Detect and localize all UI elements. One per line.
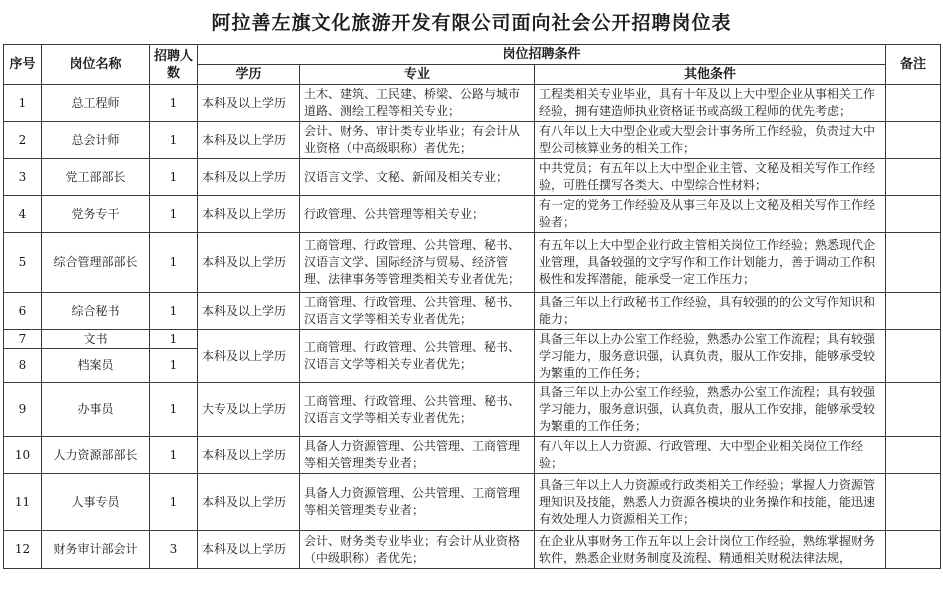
cell-seq: 11 (4, 474, 42, 531)
cell-position: 党务专干 (42, 196, 150, 233)
cell-other: 具备三年以上办公室工作经验，熟悉办公室工作流程；具有较强学习能力，服务意识强，认真负责，服从工作安排，能够承受较为繁重的工作任务； (535, 383, 886, 437)
cell-position: 文书 (42, 330, 150, 349)
cell-seq: 10 (4, 437, 42, 474)
table-row (4, 474, 941, 531)
cell-major: 工商管理、行政管理、公共管理、秘书、汉语言文学等相关专业者优先； (300, 293, 535, 330)
cell-position: 综合管理部部长 (42, 233, 150, 293)
cell-major: 汉语言文学、文秘、新闻及相关专业； (300, 159, 535, 196)
cell-seq: 9 (4, 383, 42, 437)
cell-other: 具备三年以上人力资源或行政类相关工作经验；掌握人力资源管理知识及技能，熟悉人力资源各模块的业务操作和技能，能迅速有效处理人力资源相关工作； (535, 474, 886, 531)
cell-remark (886, 159, 941, 196)
cell-education: 本科及以上学历 (198, 437, 300, 474)
cell-count: 1 (150, 330, 198, 349)
cell-remark (886, 437, 941, 474)
cell-remark (886, 196, 941, 233)
cell-education: 本科及以上学历 (198, 196, 300, 233)
cell-other: 在企业从事财务工作五年以上会计岗位工作经验，熟练掌握财务软件，熟悉企业财务制度及流程、精通相关财税法律法规， (535, 531, 886, 569)
table-row (4, 233, 941, 293)
cell-position: 总工程师 (42, 85, 150, 122)
cell-education: 本科及以上学历 (198, 85, 300, 122)
header-other: 其他条件 (535, 65, 886, 85)
cell-count: 1 (150, 349, 198, 383)
cell-major: 行政管理、公共管理等相关专业； (300, 196, 535, 233)
cell-education: 本科及以上学历 (198, 233, 300, 293)
cell-other: 中共党员；有五年以上大中型企业主管、文秘及相关写作工作经验，可胜任撰写各类大、中型综合性材料； (535, 159, 886, 196)
page-title: 阿拉善左旗文化旅游开发有限公司面向社会公开招聘岗位表 (211, 12, 732, 34)
table-row (4, 437, 941, 474)
table-row (4, 383, 941, 437)
cell-seq: 2 (4, 122, 42, 159)
table-row (4, 330, 941, 349)
table-row (4, 85, 941, 122)
cell-remark (886, 330, 941, 383)
cell-remark (886, 531, 941, 569)
cell-count: 3 (150, 531, 198, 569)
cell-position: 办事员 (42, 383, 150, 437)
table-row (4, 293, 941, 330)
cell-education: 大专及以上学历 (198, 383, 300, 437)
cell-other: 具备三年以上行政秘书工作经验，具有较强的的公文写作知识和能力； (535, 293, 886, 330)
cell-education: 本科及以上学历 (198, 293, 300, 330)
cell-count: 1 (150, 293, 198, 330)
header-seq: 序号 (4, 45, 42, 85)
cell-major: 具备人力资源管理、公共管理、工商管理等相关管理类专业者； (300, 437, 535, 474)
cell-other: 工程类相关专业毕业，具有十年及以上大中型企业从事相关工作经验，拥有建造师执业资格证书或高级工程师的优先考虑； (535, 85, 886, 122)
cell-seq: 4 (4, 196, 42, 233)
cell-other: 具备三年以上办公室工作经验，熟悉办公室工作流程；具有较强学习能力，服务意识强，认真负责，服从工作安排，能够承受较为繁重的工作任务； (535, 330, 886, 383)
cell-education: 本科及以上学历 (198, 159, 300, 196)
header-major: 专业 (300, 65, 535, 85)
header-position: 岗位名称 (42, 45, 150, 85)
cell-seq: 5 (4, 233, 42, 293)
cell-major: 会计、财务类专业毕业；有会计从业资格（中级职称）者优先； (300, 531, 535, 569)
cell-education: 本科及以上学历 (198, 330, 300, 383)
cell-education: 本科及以上学历 (198, 474, 300, 531)
table-row (4, 159, 941, 196)
cell-seq: 12 (4, 531, 42, 569)
cell-count: 1 (150, 122, 198, 159)
cell-remark (886, 85, 941, 122)
cell-major: 土木、建筑、工民建、桥梁、公路与城市道路、测绘工程等相关专业； (300, 85, 535, 122)
cell-remark (886, 293, 941, 330)
recruitment-table (3, 44, 941, 569)
cell-education: 本科及以上学历 (198, 122, 300, 159)
cell-count: 1 (150, 159, 198, 196)
cell-other: 有八年以上大中型企业或大型会计事务所工作经验，负责过大中型公司核算业务的相关工作； (535, 122, 886, 159)
cell-count: 1 (150, 437, 198, 474)
cell-count: 1 (150, 383, 198, 437)
table-row (4, 196, 941, 233)
cell-major: 工商管理、行政管理、公共管理、秘书、汉语言文学、国际经济与贸易、经济管理、法律事务等管理类相关专业者优先； (300, 233, 535, 293)
header-count: 招聘人数 (150, 45, 198, 85)
cell-seq: 8 (4, 349, 42, 383)
cell-major: 工商管理、行政管理、公共管理、秘书、汉语言文学等相关专业者优先； (300, 330, 535, 383)
cell-position: 档案员 (42, 349, 150, 383)
cell-position: 人事专员 (42, 474, 150, 531)
header-education: 学历 (198, 65, 300, 85)
cell-major: 工商管理、行政管理、公共管理、秘书、汉语言文学等相关专业者优先； (300, 383, 535, 437)
cell-position: 党工部部长 (42, 159, 150, 196)
cell-seq: 3 (4, 159, 42, 196)
cell-position: 综合秘书 (42, 293, 150, 330)
cell-position: 总会计师 (42, 122, 150, 159)
cell-remark (886, 122, 941, 159)
cell-education: 本科及以上学历 (198, 531, 300, 569)
cell-count: 1 (150, 233, 198, 293)
cell-other: 有八年以上人力资源、行政管理、大中型企业相关岗位工作经验； (535, 437, 886, 474)
table-row (4, 122, 941, 159)
cell-major: 会计、财务、审计类专业毕业；有会计从业资格（中高级职称）者优先； (300, 122, 535, 159)
header-remark: 备注 (886, 45, 941, 85)
cell-position: 财务审计部会计 (42, 531, 150, 569)
cell-other: 有一定的党务工作经验及从事三年及以上文秘及相关写作工作经验者； (535, 196, 886, 233)
cell-count: 1 (150, 85, 198, 122)
cell-seq: 1 (4, 85, 42, 122)
table-row (4, 531, 941, 569)
cell-remark (886, 474, 941, 531)
cell-seq: 6 (4, 293, 42, 330)
cell-position: 人力资源部部长 (42, 437, 150, 474)
header-conditions: 岗位招聘条件 (198, 45, 886, 65)
cell-other: 有五年以上大中型企业行政主管相关岗位工作经验；熟悉现代企业管理，具备较强的文字写作和工作计划能力，善于调动工作积极性和发挥潜能，能承受一定工作压力； (535, 233, 886, 293)
cell-count: 1 (150, 474, 198, 531)
cell-remark (886, 233, 941, 293)
cell-count: 1 (150, 196, 198, 233)
cell-remark (886, 383, 941, 437)
cell-seq: 7 (4, 330, 42, 349)
cell-major: 具备人力资源管理、公共管理、工商管理等相关管理类专业者； (300, 474, 535, 531)
